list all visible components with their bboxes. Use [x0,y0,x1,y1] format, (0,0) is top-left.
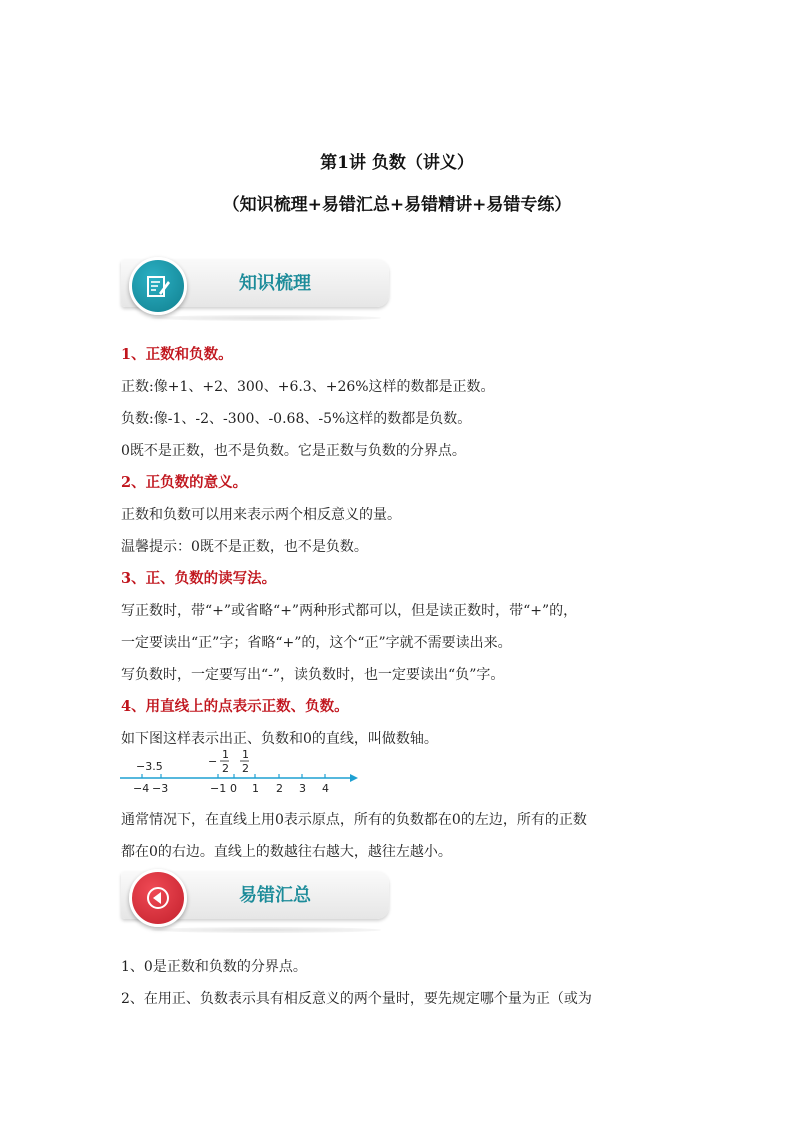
text-line: 负数:像-1、-2、-300、-0.68、-5%这样的数都是负数。 [121,411,472,427]
section-banner-knowledge [121,259,389,309]
text-line: 一定要读出“正”字；省略“+”的，这个“正”字就不需要读出来。 [121,635,512,651]
tick-label: −3 [152,782,169,795]
section-heading: 1、正数和负数。 [121,346,233,363]
tick-label: 1 [252,782,259,795]
number-line [118,748,358,796]
text-line: 1、0是正数和负数的分界点。 [121,959,307,975]
tick-label: 2 [276,782,283,795]
section-positive-negative [121,339,681,755]
mistakes-list [121,951,681,1015]
section-heading: 4、用直线上的点表示正数、负数。 [121,698,349,715]
tick-label: −4 [133,782,150,795]
text-line: 2、在用正、负数表示具有相反意义的两个量时，要先规定哪个量为正（或为 [121,991,592,1007]
number-line-explanation [121,804,681,868]
fraction-numerator: 1 [222,748,229,761]
text-line: 0既不是正数，也不是负数。它是正数与负数的分界点。 [121,443,466,459]
text-line: 温馨提示：0既不是正数，也不是负数。 [121,539,368,555]
page-subtitle: （知识梳理+易错汇总+易错精讲+易错专练） [222,195,572,215]
tick-label: 0 [230,782,237,795]
label-minus-three-point-five: −3.5 [136,760,163,773]
axis-arrow [350,774,358,782]
text-line: 通常情况下，在直线上用0表示原点，所有的负数都在0的左边，所有的正数 [121,812,587,828]
banner-shadow [151,927,381,933]
text-line: 如下图这样表示出正、负数和0的直线，叫做数轴。 [121,731,438,747]
fraction-denominator: 2 [222,762,229,775]
tick-label: 3 [299,782,306,795]
fraction-denominator: 2 [242,762,249,775]
tick-label: 4 [322,782,329,795]
play-back-icon [129,869,187,927]
text-line: 都在0的右边。直线上的数越往右越大，越往左越小。 [121,844,452,860]
banner-shadow [151,315,381,321]
text-line: 写正数时，带“+”或省略“+”两种形式都可以，但是读正数时，带“+”的， [121,603,578,619]
page-title: 第1讲 负数（讲义） [320,153,474,173]
section-heading: 2、正负数的意义。 [121,474,248,491]
text-line: 写负数时，一定要写出“-”，读负数时，也一定要读出“负”字。 [121,667,505,683]
text-line: 正数和负数可以用来表示两个相反意义的量。 [121,507,401,523]
section-banner-common-mistakes [121,871,389,921]
fraction-minus-sign: − [208,755,218,768]
banner-label: 知识梳理 [239,273,311,294]
note-edit-icon [129,257,187,315]
text-line: 正数:像+1、+2、300、+6.3、+26%这样的数都是正数。 [121,379,495,395]
fraction-numerator: 1 [242,748,249,761]
section-heading: 3、正、负数的读写法。 [121,570,277,587]
tick-label: −1 [210,782,227,795]
banner-label: 易错汇总 [239,885,311,906]
